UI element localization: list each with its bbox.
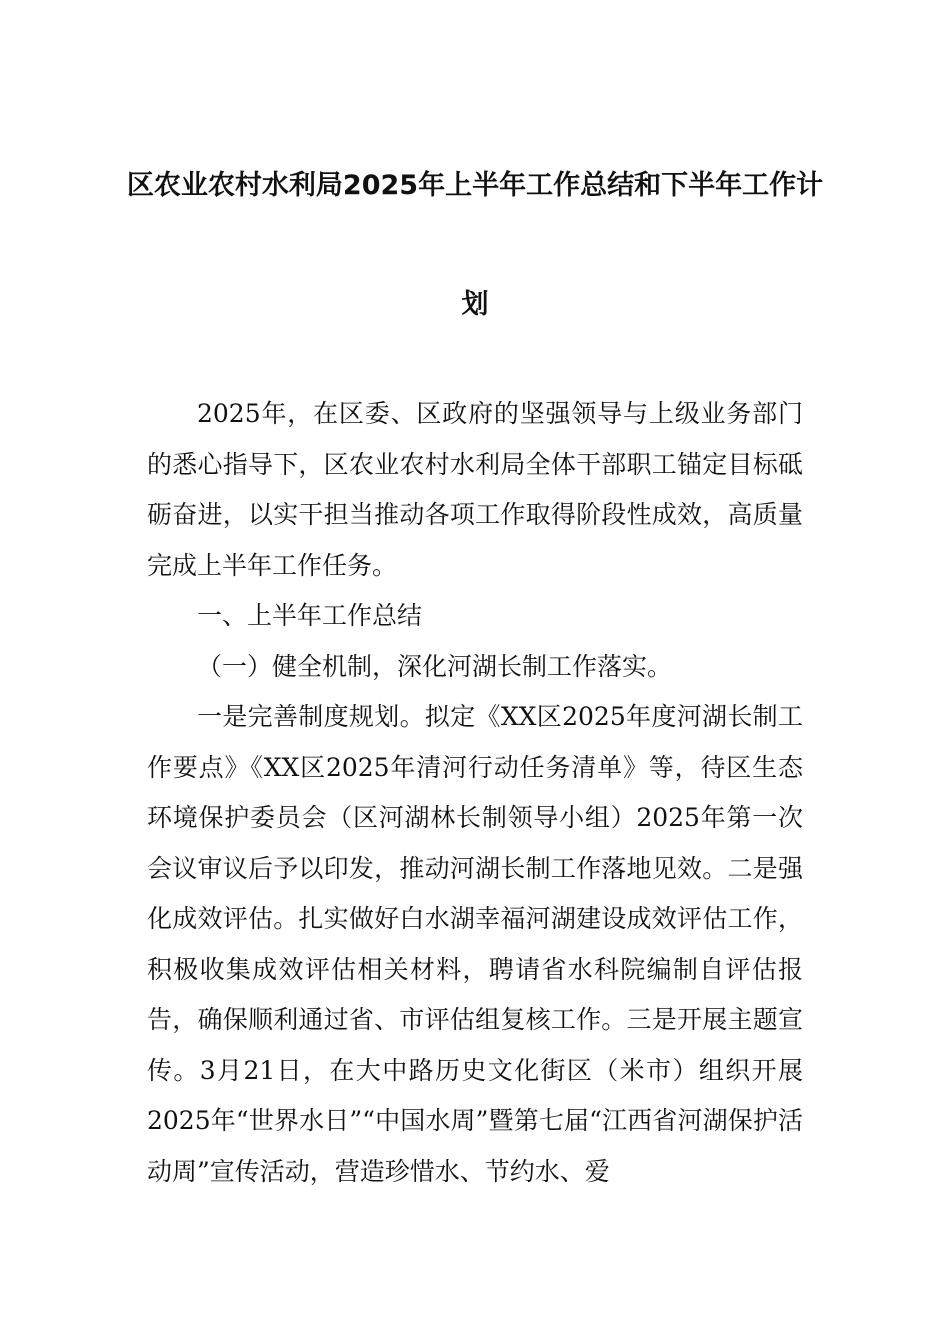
section-heading: 一、上半年工作总结	[197, 601, 423, 630]
subsection-heading: （一）健全机制，深化河湖长制工作落实。	[197, 651, 673, 681]
body-paragraph: 一是完善制度规划。拟定《XX区2025年度河湖长制工作要点》《XX区2025年清河行动任务清单》等，待区生态环境保护委员会（区河湖林长制领导小组）2025年第一次会议审议后予以印发，推动河湖长制工作落地见效。二是强化成效评估。扎实做好白水湖幸福河湖建设成效评估工作，积极收集成效评估相关材料，聘请省水科院编制自评估报告，确保顺利通过省、市评估组复核工作。三是开展主题宣传。3月21日，在大中路历史文化街区（米市）组织开展2025年“世界水日”“中国水周”暨第七届“江西省河湖保护活动周”宣传活动，营造珍惜水、节约水、爱	[147, 702, 803, 1186]
document-body	[147, 389, 803, 1197]
intro-paragraph: 2025年，在区委、区政府的坚强领导与上级业务部门的悉心指导下，区农业农村水利局全体干部职工锚定目标砥砺奋进，以实干担当推动各项工作取得阶段性成效，高质量完成上半年工作任务。	[147, 399, 803, 580]
document-title-line-2: 划	[461, 289, 489, 320]
document-title-line-1: 区农业农村水利局2025年上半年工作总结和下半年工作计	[126, 170, 824, 201]
